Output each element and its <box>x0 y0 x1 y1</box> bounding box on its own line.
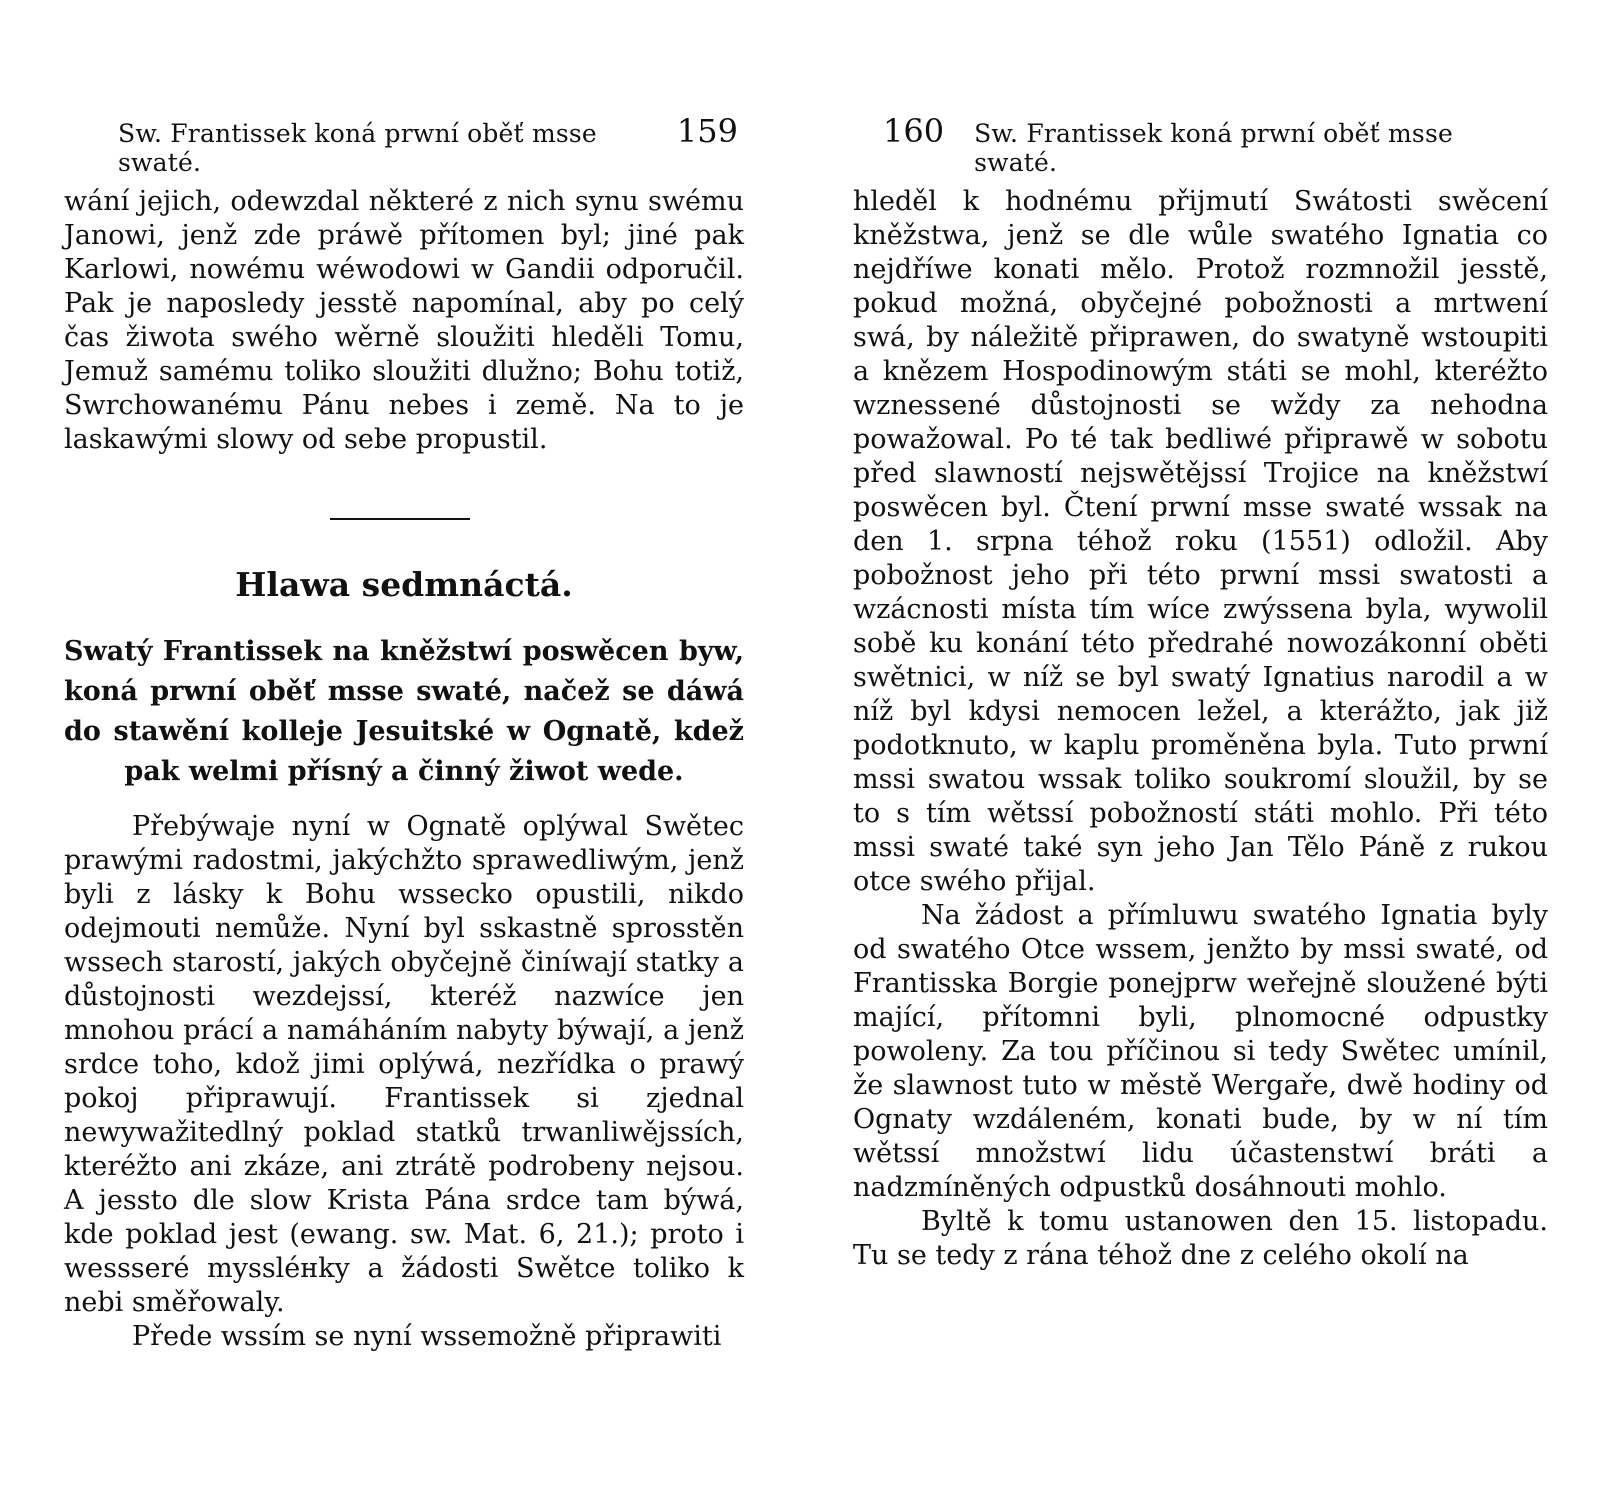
left-page-number: 159 <box>676 112 738 150</box>
right-paragraph-2: Na žádost a přímluwu swatého Ignatia byly od swatého Otce wssem, jenžto by mssi swaté, od Frantisska Borgie ponejprw weřejně sloužené býti mající, přítomni byli, plnomocné odpustky powoleny. Za tou příčinou si tedy Swětec umínil, že slawnost tuto w městě Wergaře, dwě hodiny od Ognaty wzdáleném, konati bude, by w ní tím wětssí množstwí lidu účastenstwí bráti a nadzmíněných odpustků dosáhnouti mohlo. <box>853 900 1548 1203</box>
section-divider <box>330 518 470 520</box>
left-continuation-text <box>64 185 744 457</box>
chapter-summary: Swatý Frantissek na kněžstwí poswěcen byw, koná prwní oběť msse swaté, načež se dáwá do stawění kolleje Jesuitské w Ognatě, kdež pak welmi přísný a činný žiwot wede. <box>64 636 744 787</box>
right-paragraph-1: hleděl k hodnému přijmutí Swátosti swěcení kněžstwa, jenž se dle wůle swatého Ignatia co nejdříwe konati mělo. Protož rozmnožil jesstě, pokud možná, obyčejné pobožnosti a mrtwení swá, by náležitě připrawen, do swatyně wstoupiti a knězem Hospodinowým státi se mohl, kteréžto wznessené důstojnosti se wždy za nehodna powažowal. Po té tak bedliwé připrawě w sobotu před slawností nejswětějssí Trojice na kněžstwí poswěcen byl. Čtení prwní msse swaté wssak na den 1. srpna téhož roku (1551) odložil. Aby pobožnost jeho při této prwní mssi swatosti a wzácnosti místa tím wíce zwýssena byla, wywolil sobě ku konání této předrahé nowozákonní oběti swětnici, w níž se byl swatý Ignatius narodil a w níž byl kdysi nemocen ležel, a kterážto, jak již podotknuto, w kaplu proměněna byla. Tuto prwní mssi swatou wssak toliko soukromí sloužil, by se to s tím wětssí pobožností státi mohlo. Při této mssi swaté také syn jeho Jan Tělo Páně z rukou otce swého přijal. <box>853 186 1548 897</box>
left-page-header <box>118 112 738 177</box>
continuation-paragraph: wání jejich, odewzdal některé z nich synu swému Janowi, jenž zde práwě přítomen byl; jiné pak Karlowi, nowému wéwodowi w Gandii odporučil. Pak je naposledy jesstě napomínal, aby po celý čas žiwota swého wěrně sloužiti hleděli Tomu, Jemuž samému toliko sloužiti dlužno; Bohu totiž, Swrchowanému Pánu nebes i země. Na to je laskawými slowy od sebe propustil. <box>64 186 744 455</box>
right-paragraph-3: Byltě k tomu ustanowen den 15. listopadu. Tu se tedy z rána téhož dne z celého okolí na <box>853 1206 1548 1271</box>
right-page-number: 160 <box>883 112 945 150</box>
left-running-title: Sw. Frantissek koná prwní oběť msse swaté. <box>118 119 597 177</box>
chapter-title: Hlawa sedmnáctá. <box>235 565 573 604</box>
right-body-text <box>853 185 1548 1273</box>
right-running-title: Sw. Frantissek koná prwní oběť msse swaté. <box>974 119 1453 177</box>
left-paragraph-1: Přebýwaje nyní w Ognatě oplýwal Swětec prawými radostmi, jakýchžto sprawedliwým, jenž byli z lásky k Bohu wssecko opustili, nikdo odejmouti nemůže. Nyní byl sskastně sprosstěn wssech starostí, jakých obyčejně činíwají statky a důstojnosti wezdejssí, kteréž nazwíce jen mnohou prácí a namáháním nabyty býwají, a jenž srdce toho, kdož jimi oplýwá, nezřídka o prawý pokoj připrawují. Frantissek si zjednal newywažitedlný poklad statků trwanliwějssích, kteréžto ani zkáze, ani ztrátě podrobeny nejsou. A jessto dle slow Krista Pána srdce tam býwá, kde poklad jest (ewang. sw. Mat. 6, 21.); proto i wessseré myssléнky a žádosti Swětce toliko k nebi směřowaly. <box>64 811 744 1318</box>
right-page-header <box>883 112 1503 177</box>
left-main-text <box>64 810 744 1354</box>
right-page <box>803 0 1606 1500</box>
left-paragraph-2: Přede wssím se nyní wssemožně připrawiti <box>132 1321 722 1352</box>
